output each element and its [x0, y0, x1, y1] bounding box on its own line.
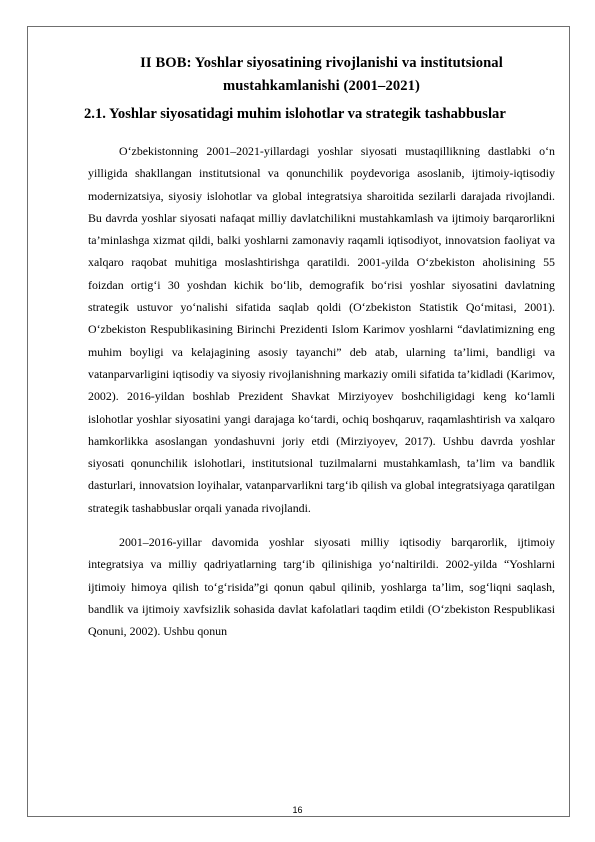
chapter-title: II BOB: Yoshlar siyosatining rivojlanishi va institutsional mustahkamlanishi (2001–2021): [140, 55, 503, 94]
page-number: 16: [292, 805, 303, 815]
paragraph-1: O‘zbekistonning 2001–2021-yillardagi yoshlar siyosati mustaqillikning dastlabki o‘n yilligida shakllangan institutsional va qonunchilik poydevoriga asoslanib, ijtimoiy-iqtisodiy modernizatsiya, siyosiy islohotlar va global integratsiya sharoitida sezilarli darajada rivojlandi. Bu davrda yoshlar siyosati nafaqat milliy davlatchilikni mustahkamlash va ijtimoiy barqarorlikni ta’minlashga xizmat qildi, balki yoshlarni zamonaviy raqamli iqtisodiyot, innovatsion faoliyat va xalqaro raqobat muhitiga moslashtirishga qaratildi. 2001-yilda O‘zbekiston aholisining 55 foizdan ortig‘i 30 yoshdan kichik bo‘lib, demografik bo‘risi yoshlar siyosatini davlatning strategik ustuvor yo‘nalishi sifatida saqlab qoldi (O‘zbekiston Statistik Qo‘mitasi, 2001). O‘zbekiston Respublikasining Birinchi Prezidenti Islom Karimov yoshlarni “davlatimizning eng muhim boyligi va kelajagining asosiy tayanchi” deb atab, ularning ta’limi, bandligi va vatanparvarligini iqtisodiy va siyosiy rivojlanishning markaziy omili sifatida ta’kidladi (Karimov, 2002). 2016-yildan boshlab Prezident Shavkat Mirziyoyev boshchiligidagi keng ko‘lamli islohotlar yoshlar siyosatini yangi darajaga ko‘tardi, ochiq boshqaruv, raqamlashtirish va xalqaro hamkorlikka asoslangan yondashuvni joriy etdi (Mirziyoyev, 2017). Ushbu davrda yoshlar siyosati qonunchilik islohotlari, institutsional tuzilmalarni mustahkamlash, ta’lim va bandlik dasturlari, innovatsion loyihalar, vatanparvarlikni targ‘ib qilish va global integratsiyaga qaratilgan strategik tashabbuslar orqali yanada rivojlandi.: [88, 144, 555, 515]
paragraph-2: 2001–2016-yillar davomida yoshlar siyosati milliy iqtisodiy barqarorlik, ijtimoiy integratsiya va milliy qadriyatlarning targ‘ib qilinishiga yo‘naltirildi. 2002-yilda “Yoshlarni ijtimoiy himoya qilish to‘g‘risida”gi qonun qabul qilinib, yoshlarga ta’lim, sog‘liqni saqlash, bandlik va ijtimoiy xavfsizlik sohasida davlat kafolatlari taqdim etildi (O‘zbekiston Respublikasi Qonuni, 2002). Ushbu qonun: [88, 535, 555, 639]
document-body: [84, 52, 555, 643]
section-title: 2.1. Yoshlar siyosatidagi muhim islohotlar va strategik tashabbuslar: [84, 106, 506, 122]
